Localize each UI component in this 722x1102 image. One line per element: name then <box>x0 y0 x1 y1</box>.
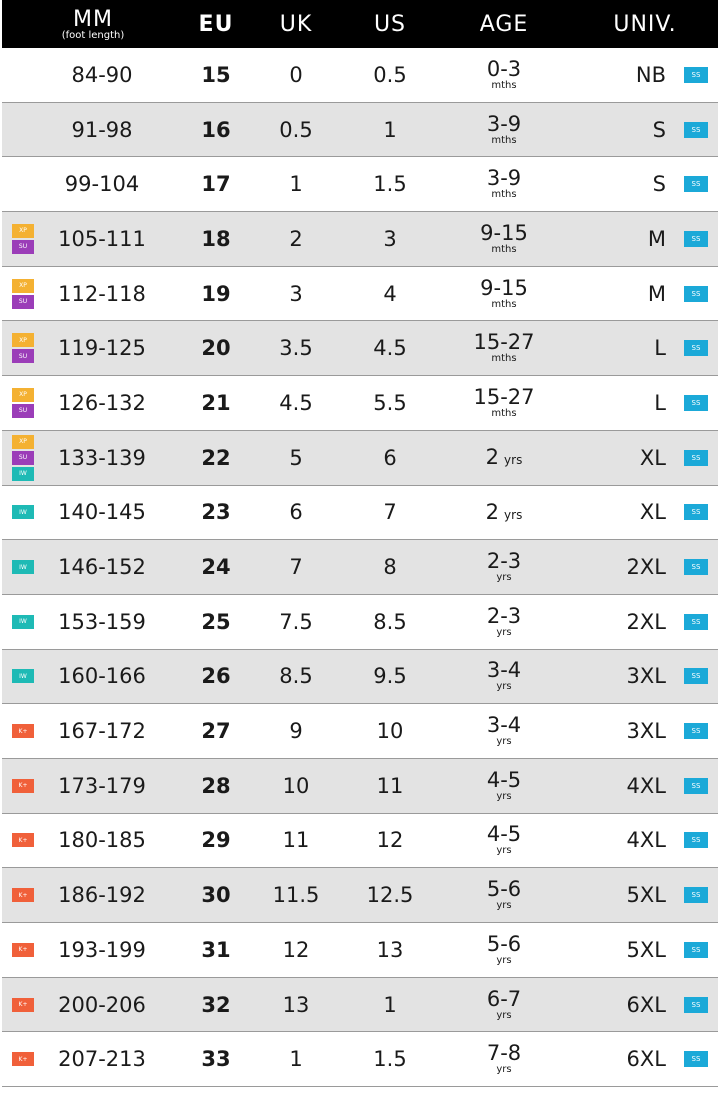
brand-badge-k: K+ <box>12 998 34 1012</box>
age-unit: yrs <box>496 681 512 693</box>
uk-value: 11 <box>282 828 310 853</box>
uk-value: 6 <box>289 500 303 525</box>
univ-value: S <box>652 172 666 197</box>
age-group <box>486 603 522 638</box>
brand-badge-k: K+ <box>12 779 34 793</box>
table-body <box>2 48 718 1087</box>
age-unit: mths <box>491 134 517 146</box>
us-value: 10 <box>376 719 404 744</box>
cell-age <box>436 275 572 310</box>
mm-value: 99-104 <box>64 172 140 197</box>
us-value: 13 <box>376 937 404 962</box>
brand-badges <box>12 779 34 793</box>
mm-value: 146-152 <box>58 555 146 580</box>
brand-badge-su: SU <box>12 349 34 363</box>
univ-value: 2XL <box>626 555 666 580</box>
age-value: 2-3 <box>486 603 522 628</box>
brand-badges <box>12 505 34 519</box>
age-value: 2-3 <box>486 549 522 574</box>
table-row <box>2 431 718 486</box>
eu-value: 25 <box>201 609 231 634</box>
age-group <box>486 767 522 802</box>
table-row <box>2 486 718 541</box>
brand-badge-xp: XP <box>12 388 34 402</box>
brand-badge-k: K+ <box>12 833 34 847</box>
table-row <box>2 212 718 267</box>
age-group <box>487 551 521 583</box>
brand-badges <box>12 724 34 738</box>
table-row <box>2 267 718 322</box>
age-unit: yrs <box>496 954 512 966</box>
brand-badges <box>12 669 34 683</box>
mm-value: 133-139 <box>58 445 146 470</box>
eu-value: 32 <box>201 992 231 1017</box>
cell-age <box>436 384 572 419</box>
mm-value: 200-206 <box>58 992 146 1017</box>
age-group <box>487 715 521 747</box>
brand-badge-xp: XP <box>12 435 34 449</box>
brand-badge-iw: IW <box>12 560 34 574</box>
age-value: 4-5 <box>486 767 522 792</box>
ss-badge: SS <box>684 559 708 575</box>
cell-age <box>436 447 572 468</box>
eu-value: 27 <box>201 719 231 744</box>
age-value: 7-8 <box>486 1041 522 1066</box>
us-value: 5.5 <box>373 390 407 415</box>
mm-value: 126-132 <box>58 390 146 415</box>
brand-badge-xp: XP <box>12 279 34 293</box>
age-value: 3-4 <box>486 713 522 738</box>
header-eu: EU <box>198 11 234 37</box>
ss-badge: SS <box>684 614 708 630</box>
eu-value: 30 <box>201 883 231 908</box>
mm-value: 160-166 <box>58 664 146 689</box>
uk-value: 8.5 <box>279 664 313 689</box>
age-value: 2 <box>485 445 500 470</box>
mm-value: 91-98 <box>71 117 133 142</box>
age-unit: mths <box>491 353 517 365</box>
uk-value: 1 <box>289 1047 303 1072</box>
mm-value: 180-185 <box>58 828 146 853</box>
mm-value: 105-111 <box>58 226 146 251</box>
age-unit: yrs <box>504 453 523 468</box>
uk-value: 0.5 <box>279 117 313 142</box>
univ-value: 4XL <box>626 773 666 798</box>
ss-badge: SS <box>684 832 708 848</box>
ss-badge: SS <box>684 723 708 739</box>
cell-age <box>436 660 572 692</box>
age-group <box>487 1043 521 1075</box>
ss-badge: SS <box>684 997 708 1013</box>
age-group <box>473 384 535 419</box>
brand-badge-k: K+ <box>12 724 34 738</box>
us-value: 12 <box>376 828 404 853</box>
cell-age <box>436 767 572 802</box>
brand-badges <box>12 943 34 957</box>
ss-badge: SS <box>684 340 708 356</box>
cell-age <box>436 603 572 638</box>
cell-age <box>436 986 572 1021</box>
us-value: 9.5 <box>373 664 407 689</box>
age-value: 15-27 <box>473 384 535 409</box>
age-group <box>480 220 528 255</box>
age-unit: mths <box>491 243 517 255</box>
age-group <box>486 111 522 146</box>
univ-value: 3XL <box>626 719 666 744</box>
us-value: 12.5 <box>366 883 414 908</box>
table-row <box>2 814 718 869</box>
table-row <box>2 704 718 759</box>
brand-badge-su: SU <box>12 404 34 418</box>
uk-value: 7.5 <box>279 609 313 634</box>
ss-badge: SS <box>684 504 708 520</box>
uk-value: 1 <box>289 172 303 197</box>
uk-value: 4.5 <box>279 390 313 415</box>
age-group <box>473 332 534 364</box>
size-chart-table <box>2 0 718 1087</box>
mm-value: 84-90 <box>71 62 133 87</box>
univ-value: S <box>652 117 666 142</box>
eu-value: 17 <box>201 172 231 197</box>
ss-badge: SS <box>684 286 708 302</box>
ss-badge: SS <box>684 668 708 684</box>
age-group <box>487 168 521 200</box>
us-value: 4.5 <box>373 336 407 361</box>
ss-badge: SS <box>684 122 708 138</box>
univ-value: M <box>647 281 666 306</box>
us-value: 7 <box>383 500 397 525</box>
mm-value: 193-199 <box>58 937 146 962</box>
brand-badges <box>12 224 34 254</box>
brand-badges <box>12 833 34 847</box>
us-value: 0.5 <box>373 62 407 87</box>
age-unit: yrs <box>496 1009 512 1021</box>
table-row <box>2 1032 718 1087</box>
age-value: 3-9 <box>486 166 522 191</box>
header-mm <box>2 7 184 41</box>
age-unit: mths <box>491 79 517 91</box>
eu-value: 16 <box>201 117 231 142</box>
age-unit: yrs <box>496 572 512 584</box>
age-group <box>487 879 521 911</box>
us-value: 1.5 <box>373 172 407 197</box>
cell-age <box>436 332 572 364</box>
header-uk: UK <box>279 11 313 37</box>
uk-value: 3 <box>289 281 303 306</box>
uk-value: 7 <box>289 555 303 580</box>
age-group <box>480 275 528 310</box>
ss-badge: SS <box>684 67 708 83</box>
age-value: 2 <box>485 499 500 524</box>
eu-value: 15 <box>201 62 231 87</box>
table-row <box>2 595 718 650</box>
eu-value: 20 <box>201 336 231 361</box>
eu-value: 22 <box>201 445 231 470</box>
univ-value: L <box>654 390 666 415</box>
ss-badge: SS <box>684 231 708 247</box>
cell-age <box>436 56 572 91</box>
brand-badges <box>12 279 34 309</box>
table-row <box>2 923 718 978</box>
univ-value: 5XL <box>626 937 666 962</box>
header-mm-label: MM <box>73 7 113 32</box>
ss-badge: SS <box>684 942 708 958</box>
eu-value: 28 <box>201 773 231 798</box>
univ-value: 3XL <box>626 664 666 689</box>
age-unit: yrs <box>496 736 512 748</box>
brand-badge-iw: IW <box>12 467 34 481</box>
table-row <box>2 103 718 158</box>
cell-age <box>436 1043 572 1075</box>
brand-badges <box>12 1052 34 1066</box>
table-row <box>2 650 718 705</box>
brand-badges <box>12 615 34 629</box>
us-value: 3 <box>383 226 397 251</box>
uk-value: 9 <box>289 719 303 744</box>
univ-value: 2XL <box>626 609 666 634</box>
table-row <box>2 157 718 212</box>
brand-badges <box>12 333 34 363</box>
age-value: 5-6 <box>486 877 522 902</box>
table-row <box>2 978 718 1033</box>
age-value: 4-5 <box>486 822 522 847</box>
mm-value: 207-213 <box>58 1047 146 1072</box>
table-row <box>2 540 718 595</box>
univ-value: XL <box>639 500 666 525</box>
mm-value: 140-145 <box>58 500 146 525</box>
brand-badge-xp: XP <box>12 333 34 347</box>
uk-value: 0 <box>289 62 303 87</box>
us-value: 8 <box>383 555 397 580</box>
age-unit: mths <box>491 298 517 310</box>
univ-value: 6XL <box>626 992 666 1017</box>
brand-badges <box>12 435 34 481</box>
eu-value: 21 <box>201 390 231 415</box>
cell-age <box>436 220 572 255</box>
eu-value: 26 <box>201 664 231 689</box>
eu-value: 31 <box>201 937 231 962</box>
brand-badge-iw: IW <box>12 505 34 519</box>
brand-badge-su: SU <box>12 295 34 309</box>
ss-badge: SS <box>684 887 708 903</box>
age-group <box>486 986 522 1021</box>
age-value: 6-7 <box>486 986 522 1011</box>
table-header <box>2 0 718 48</box>
eu-value: 33 <box>201 1047 231 1072</box>
brand-badge-su: SU <box>12 451 34 465</box>
ss-badge: SS <box>684 450 708 466</box>
uk-value: 3.5 <box>279 336 313 361</box>
uk-value: 2 <box>289 226 303 251</box>
table-row <box>2 376 718 431</box>
cell-age <box>436 168 572 200</box>
age-group <box>486 447 523 468</box>
brand-badge-k: K+ <box>12 1052 34 1066</box>
header-univ: UNIV. <box>613 11 677 37</box>
ss-badge: SS <box>684 176 708 192</box>
brand-badges <box>12 998 34 1012</box>
univ-value: 4XL <box>626 828 666 853</box>
age-unit: yrs <box>496 900 512 912</box>
brand-badge-k: K+ <box>12 943 34 957</box>
table-row <box>2 321 718 376</box>
mm-value: 186-192 <box>58 883 146 908</box>
univ-value: XL <box>639 445 666 470</box>
age-value: 5-6 <box>486 931 522 956</box>
cell-age <box>436 551 572 583</box>
header-age: AGE <box>479 11 529 37</box>
cell-age <box>436 715 572 747</box>
age-value: 3-4 <box>486 658 522 683</box>
age-value: 9-15 <box>480 220 528 245</box>
brand-badge-xp: XP <box>12 224 34 238</box>
table-row <box>2 868 718 923</box>
age-unit: yrs <box>496 790 512 802</box>
table-row <box>2 759 718 814</box>
brand-badge-iw: IW <box>12 669 34 683</box>
univ-value: NB <box>635 62 666 87</box>
age-value: 0-3 <box>486 56 522 81</box>
cell-age <box>436 824 572 856</box>
age-value: 15-27 <box>473 330 535 355</box>
brand-badge-k: K+ <box>12 888 34 902</box>
age-group <box>485 499 523 524</box>
age-value: 3-9 <box>486 111 522 136</box>
ss-badge: SS <box>684 778 708 794</box>
ss-badge: SS <box>684 395 708 411</box>
us-value: 6 <box>383 445 397 470</box>
brand-badges <box>12 560 34 574</box>
cell-age <box>436 931 572 966</box>
brand-badges <box>12 388 34 418</box>
age-unit: yrs <box>496 845 512 857</box>
cell-age <box>436 499 572 524</box>
age-group <box>486 56 522 91</box>
us-value: 8.5 <box>373 609 407 634</box>
uk-value: 5 <box>289 445 303 470</box>
uk-value: 10 <box>282 773 310 798</box>
eu-value: 19 <box>201 281 231 306</box>
univ-value: 5XL <box>626 883 666 908</box>
univ-value: L <box>654 336 666 361</box>
cell-age <box>436 111 572 146</box>
us-value: 1 <box>383 117 397 142</box>
mm-value: 167-172 <box>58 719 146 744</box>
brand-badges <box>12 888 34 902</box>
us-value: 11 <box>376 773 404 798</box>
mm-value: 112-118 <box>58 281 146 306</box>
ss-badge: SS <box>684 1051 708 1067</box>
age-value: 9-15 <box>480 275 528 300</box>
mm-value: 153-159 <box>58 609 146 634</box>
mm-value: 119-125 <box>58 336 146 361</box>
age-group <box>486 931 522 966</box>
univ-value: M <box>647 226 666 251</box>
age-unit: mths <box>491 407 517 419</box>
cell-age <box>436 879 572 911</box>
eu-value: 29 <box>201 828 231 853</box>
header-us: US <box>373 11 407 37</box>
uk-value: 13 <box>282 992 310 1017</box>
age-unit: yrs <box>496 1064 512 1076</box>
age-unit: yrs <box>504 507 523 522</box>
brand-badge-su: SU <box>12 240 34 254</box>
age-unit: yrs <box>496 626 512 638</box>
eu-value: 18 <box>201 226 231 251</box>
eu-value: 23 <box>201 500 231 525</box>
eu-value: 24 <box>201 555 231 580</box>
univ-value: 6XL <box>626 1047 666 1072</box>
mm-value: 173-179 <box>58 773 146 798</box>
age-unit: mths <box>491 189 517 201</box>
table-row <box>2 48 718 103</box>
us-value: 1.5 <box>373 1047 407 1072</box>
age-group <box>487 824 521 856</box>
us-value: 1 <box>383 992 397 1017</box>
age-group <box>487 660 521 692</box>
brand-badge-iw: IW <box>12 615 34 629</box>
uk-value: 11.5 <box>272 883 320 908</box>
uk-value: 12 <box>282 937 310 962</box>
header-mm-sublabel: (foot length) <box>61 30 125 41</box>
us-value: 4 <box>383 281 397 306</box>
